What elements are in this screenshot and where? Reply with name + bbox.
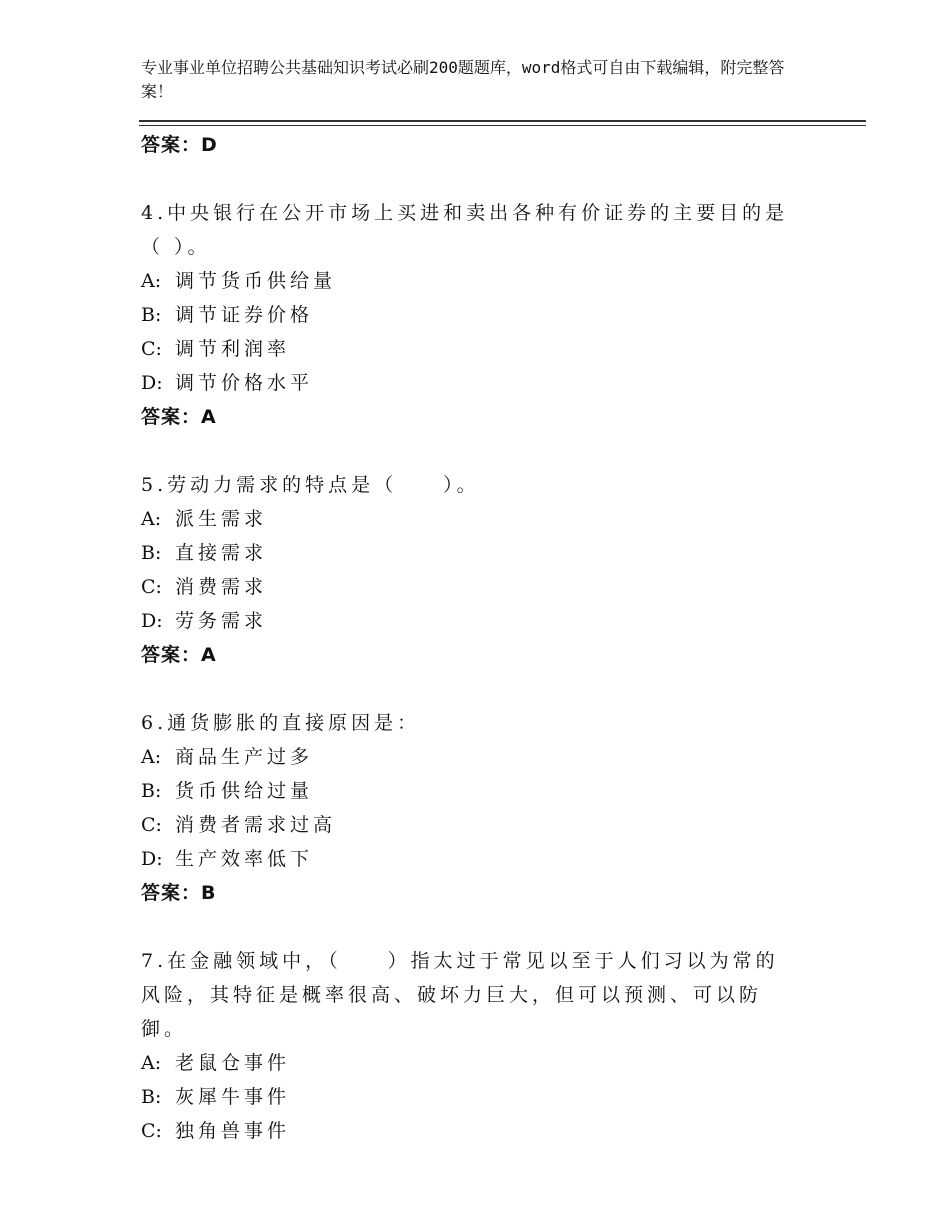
option-d: D: 生产效率低下	[141, 848, 314, 870]
answer-value: D	[201, 134, 218, 156]
option-a: A: 调节货币供给量	[141, 270, 337, 292]
option-d: D: 调节价格水平	[141, 372, 314, 394]
question-4	[141, 196, 791, 434]
option-b: B: 货币供给过量	[141, 780, 314, 802]
question-stem: 7.在金融领域中，（ ）指太过于常见以至于人们习以为常的风险，其特征是概率很高、破坏力巨大，但可以预测、可以防御。	[141, 950, 779, 1040]
option-c: C: 消费需求	[141, 576, 268, 598]
question-stem: 6.通货膨胀的直接原因是：	[141, 712, 421, 734]
option-d: D: 劳务需求	[141, 610, 268, 632]
answer-value: A	[201, 644, 217, 666]
header-divider	[139, 120, 866, 122]
answer-line: 答案：A	[141, 406, 217, 428]
answer-line: 答案：A	[141, 644, 217, 666]
question-5	[141, 468, 791, 672]
header-divider-thin	[139, 125, 866, 126]
answer-value: A	[201, 406, 217, 428]
question-list	[141, 128, 791, 1148]
option-c: C: 消费者需求过高	[141, 814, 337, 836]
question-stem: 4.中央银行在公开市场上买进和卖出各种有价证券的主要目的是（ ）。	[141, 202, 789, 258]
option-a: A: 老鼠仓事件	[141, 1052, 291, 1074]
answer-value: B	[201, 882, 217, 904]
option-a: A: 商品生产过多	[141, 746, 314, 768]
answer-line: 答案：B	[141, 882, 217, 904]
option-a: A: 派生需求	[141, 508, 268, 530]
answer-line: 答案：D	[141, 134, 218, 156]
option-b: B: 调节证券价格	[141, 304, 314, 326]
option-b: B: 灰犀牛事件	[141, 1086, 291, 1108]
option-c: C: 调节利润率	[141, 338, 291, 360]
question-7	[141, 944, 791, 1148]
option-c: C: 独角兽事件	[141, 1120, 291, 1142]
option-b: B: 直接需求	[141, 542, 268, 564]
question-6	[141, 706, 791, 910]
page-header: 专业事业单位招聘公共基础知识考试必刷200题题库，word格式可自由下载编辑，附完整答案！	[141, 58, 785, 101]
question-stem: 5.劳动力需求的特点是（ ）。	[141, 474, 480, 496]
